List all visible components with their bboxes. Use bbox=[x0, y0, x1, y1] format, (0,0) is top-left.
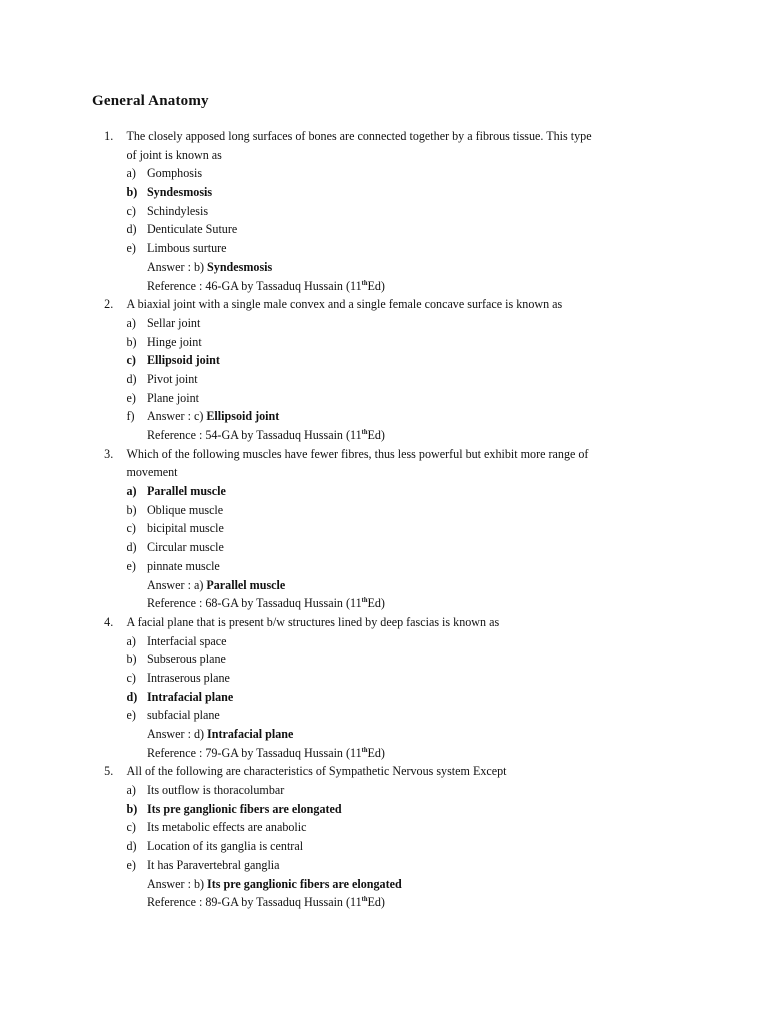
question-text: All of the following are characteristics of Sympathetic Nervous system Except bbox=[126, 763, 507, 779]
option-item bbox=[0, 818, 714, 837]
question-text: of joint is known as bbox=[126, 146, 222, 162]
answer-line bbox=[0, 258, 714, 277]
option-item bbox=[0, 538, 714, 557]
answer-line bbox=[0, 407, 714, 426]
answer-value: Ellipsoid joint bbox=[206, 408, 280, 424]
option-letter: e) bbox=[126, 240, 136, 256]
reference-text bbox=[147, 277, 385, 296]
option-text: Pivot joint bbox=[146, 370, 198, 386]
option-text: Subserous plane bbox=[146, 651, 226, 667]
option-text: pinnate muscle bbox=[146, 557, 220, 573]
option-text: Sellar joint bbox=[146, 314, 201, 330]
answer-prefix: Answer : bbox=[146, 258, 194, 274]
option-text: Ellipsoid joint bbox=[146, 352, 220, 368]
option-letter: b) bbox=[126, 651, 137, 667]
option-text: It has Paravertebral ganglia bbox=[146, 856, 280, 872]
option-item bbox=[0, 351, 714, 370]
option-letter: b) bbox=[126, 184, 138, 200]
reference-line bbox=[0, 277, 714, 296]
option-text: Its outflow is thoracolumbar bbox=[146, 782, 285, 798]
reference-prefix: Reference : bbox=[146, 427, 206, 442]
question-number: 4. bbox=[104, 613, 114, 629]
reference-text bbox=[147, 594, 385, 613]
answer-line bbox=[0, 875, 714, 894]
question-number: 3. bbox=[104, 445, 114, 461]
answer-letter: b) bbox=[193, 875, 205, 891]
reference-line bbox=[0, 893, 714, 912]
option-letter: c) bbox=[126, 202, 136, 218]
option-text: Limbous surture bbox=[146, 240, 227, 256]
answer-letter: d) bbox=[193, 726, 205, 741]
reference-edition-sup: th bbox=[361, 596, 368, 605]
option-letter: d) bbox=[126, 221, 137, 237]
option-text: Its pre ganglionic fibers are elongated bbox=[146, 800, 342, 816]
option-item bbox=[0, 650, 714, 669]
reference-edition: Ed) bbox=[367, 894, 385, 910]
option-item bbox=[0, 519, 714, 538]
option-text: Intrafacial plane bbox=[146, 688, 234, 704]
option-text: subfacial plane bbox=[146, 707, 220, 723]
answer-letter: b) bbox=[193, 258, 205, 274]
reference-edition: Ed) bbox=[367, 277, 385, 293]
answer-prefix: Answer : bbox=[146, 576, 194, 592]
answer-prefix: Answer : bbox=[146, 408, 194, 424]
option-letter: d) bbox=[126, 688, 138, 704]
option-letter: c) bbox=[126, 669, 136, 685]
reference-edition: Ed) bbox=[367, 595, 385, 611]
answer-list-letter: f) bbox=[126, 408, 135, 424]
answer-prefix: Answer : bbox=[146, 726, 194, 741]
reference-page: 79-GA bbox=[205, 744, 239, 760]
option-item bbox=[0, 688, 714, 707]
option-text: Interfacial space bbox=[146, 632, 227, 648]
question-line bbox=[0, 146, 714, 165]
option-text: Plane joint bbox=[146, 389, 199, 405]
answer-text bbox=[147, 875, 402, 894]
reference-line bbox=[0, 744, 714, 763]
reference-author: by Tassaduq Hussain (11 bbox=[238, 277, 362, 293]
option-item bbox=[0, 501, 714, 520]
option-letter: d) bbox=[126, 838, 137, 854]
question-list bbox=[0, 127, 768, 912]
reference-edition-sup: th bbox=[361, 428, 368, 436]
answer-value: Its pre ganglionic fibers are elongated bbox=[207, 875, 402, 891]
answer-text bbox=[147, 576, 285, 595]
answer-line bbox=[0, 725, 714, 744]
reference-text bbox=[147, 426, 385, 445]
question-number: 5. bbox=[104, 763, 114, 779]
option-item bbox=[0, 706, 714, 725]
question-line bbox=[0, 127, 714, 146]
question-line bbox=[0, 295, 714, 314]
reference-prefix: Reference : bbox=[146, 277, 206, 293]
option-text: Parallel muscle bbox=[146, 483, 226, 499]
option-item bbox=[0, 557, 714, 576]
option-text: Denticulate Suture bbox=[146, 221, 238, 237]
option-item bbox=[0, 333, 714, 352]
reference-prefix: Reference : bbox=[146, 894, 206, 910]
option-letter: e) bbox=[126, 389, 136, 405]
option-item bbox=[0, 800, 714, 819]
reference-edition-sup: th bbox=[361, 895, 368, 904]
answer-letter: a) bbox=[193, 576, 204, 592]
option-item bbox=[0, 669, 714, 688]
reference-page: 68-GA bbox=[205, 595, 239, 611]
answer-letter: c) bbox=[193, 408, 204, 424]
option-letter: e) bbox=[126, 856, 136, 872]
reference-author: by Tassaduq Hussain (11 bbox=[238, 595, 362, 611]
option-letter: a) bbox=[126, 483, 137, 499]
option-item bbox=[0, 202, 714, 221]
option-letter: b) bbox=[126, 800, 138, 816]
option-text: Gomphosis bbox=[146, 165, 203, 181]
reference-author: by Tassaduq Hussain (11 bbox=[238, 894, 362, 910]
answer-line bbox=[0, 576, 714, 595]
question-text: A facial plane that is present b/w structures lined by deep fascias is known as bbox=[126, 613, 500, 629]
answer-prefix: Answer : bbox=[146, 875, 194, 891]
option-text: bicipital muscle bbox=[146, 520, 224, 536]
question-line bbox=[0, 613, 714, 632]
answer-value: Syndesmosis bbox=[207, 258, 273, 274]
reference-edition-sup: th bbox=[361, 745, 368, 754]
option-letter: a) bbox=[126, 165, 136, 181]
option-text: Oblique muscle bbox=[146, 501, 224, 517]
question-text: movement bbox=[126, 464, 178, 480]
option-text: Location of its ganglia is central bbox=[146, 838, 304, 854]
reference-prefix: Reference : bbox=[146, 595, 206, 611]
answer-text bbox=[147, 407, 279, 426]
answer-text bbox=[147, 725, 293, 744]
reference-page: 46-GA bbox=[205, 277, 239, 293]
option-letter: a) bbox=[126, 782, 136, 798]
option-item bbox=[0, 781, 714, 800]
option-text: Syndesmosis bbox=[146, 184, 213, 200]
reference-edition: Ed) bbox=[367, 744, 385, 760]
option-item bbox=[0, 220, 714, 239]
option-item bbox=[0, 164, 714, 183]
reference-line bbox=[0, 426, 714, 445]
option-item bbox=[0, 389, 714, 408]
question-text: The closely apposed long surfaces of bones are connected together by a fibrous tissue. This type bbox=[126, 128, 592, 143]
option-letter: d) bbox=[126, 539, 137, 555]
reference-edition: Ed) bbox=[367, 427, 385, 442]
option-text: Schindylesis bbox=[146, 202, 209, 218]
option-item bbox=[0, 314, 714, 333]
question-number: 2. bbox=[104, 296, 114, 312]
option-item bbox=[0, 370, 714, 389]
reference-author: by Tassaduq Hussain (11 bbox=[238, 427, 362, 442]
question-number: 1. bbox=[104, 128, 114, 143]
option-letter: c) bbox=[126, 819, 136, 835]
question-line bbox=[0, 445, 714, 464]
question-line bbox=[0, 463, 714, 482]
option-letter: d) bbox=[126, 370, 137, 386]
answer-value: Parallel muscle bbox=[206, 576, 286, 592]
option-text: Hinge joint bbox=[146, 333, 202, 349]
reference-prefix: Reference : bbox=[146, 744, 206, 760]
option-letter: c) bbox=[126, 352, 136, 368]
option-item bbox=[0, 837, 714, 856]
document-title: General Anatomy bbox=[92, 93, 209, 109]
reference-text bbox=[147, 744, 385, 763]
option-letter: a) bbox=[126, 314, 136, 330]
option-letter: e) bbox=[126, 557, 136, 573]
option-item bbox=[0, 183, 714, 202]
option-text: Circular muscle bbox=[146, 539, 224, 555]
reference-line bbox=[0, 594, 714, 613]
option-item bbox=[0, 482, 714, 501]
reference-page: 89-GA bbox=[205, 894, 239, 910]
reference-text bbox=[147, 893, 385, 912]
answer-value: Intrafacial plane bbox=[207, 726, 294, 741]
option-item bbox=[0, 856, 714, 875]
reference-edition-sup: th bbox=[361, 278, 368, 287]
option-item bbox=[0, 632, 714, 651]
option-letter: b) bbox=[126, 333, 137, 349]
question-line bbox=[0, 762, 714, 781]
answer-text bbox=[147, 258, 272, 277]
reference-page: 54-GA bbox=[205, 427, 239, 442]
question-text: Which of the following muscles have fewer fibres, thus less powerful but exhibit more range of bbox=[126, 445, 589, 461]
option-item bbox=[0, 239, 714, 258]
option-text: Intraserous plane bbox=[146, 669, 230, 685]
option-letter: e) bbox=[126, 707, 136, 723]
option-letter: b) bbox=[126, 501, 137, 517]
option-letter: a) bbox=[126, 632, 136, 648]
reference-author: by Tassaduq Hussain (11 bbox=[238, 744, 362, 760]
option-text: Its metabolic effects are anabolic bbox=[146, 819, 307, 835]
question-text: A biaxial joint with a single male convex and a single female concave surface is known as bbox=[126, 296, 563, 312]
option-letter: c) bbox=[126, 520, 136, 536]
